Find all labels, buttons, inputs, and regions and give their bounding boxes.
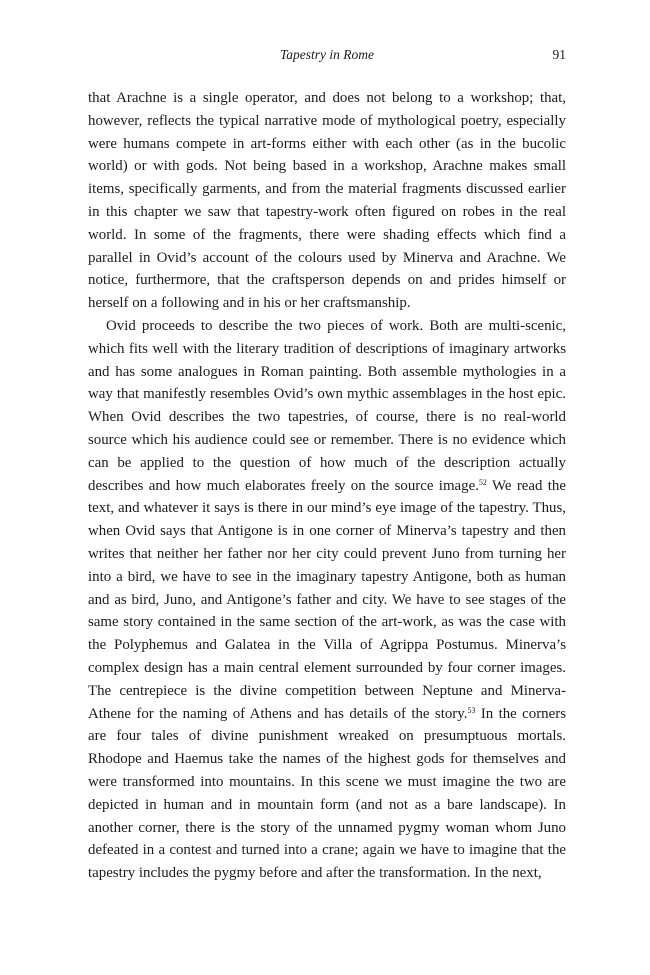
text-line: source which his audience could see or remember. There is no evidence which [88, 431, 566, 448]
text-line: text, and whatever it says is there in our mind’s eye image of the tapestry. Thus, [88, 500, 566, 517]
footnote-reference[interactable]: 53 [467, 705, 476, 715]
text-line: however, reflects the typical narrative mode of mythological poetry, especially [88, 112, 566, 129]
text-line: in this chapter we saw that tapestry-work often figured on robes in the real [88, 203, 566, 220]
text-line: Rhodope and Haemus take the names of the highest gods for themselves and [88, 751, 566, 768]
text-segment: Athene for the naming of Athens and has details of the story. [88, 705, 468, 722]
text-line: into a bird, we have to see in the imaginary tapestry Antigone, both as human [88, 568, 566, 585]
text-line: which fits well with the literary tradition of descriptions of imaginary artworks [88, 340, 566, 357]
page-number: 91 [552, 47, 566, 62]
text-line: were transformed into mountains. In this scene we must imagine the two are [88, 773, 566, 790]
running-title: Tapestry in Rome [280, 47, 374, 62]
text-line [88, 475, 566, 498]
text-line: were humans compete in art-forms either with each other (as in the bucolic [88, 135, 566, 152]
text-line: the Polyphemus and Galatea in the Villa of Agrippa Postumus. Minerva’s [88, 637, 566, 654]
text-line: way that manifestly resembles Ovid’s own mythic assemblages in the host epic. [88, 386, 566, 403]
text-line: and as bird, Juno, and Antigone’s father and city. We have to see stages of the [88, 591, 566, 608]
text-line: that Arachne is a single operator, and does not belong to a workshop; that, [88, 90, 566, 106]
text-line: herself on a following and in his or her craftsmanship. [88, 295, 411, 312]
footnote-reference[interactable]: 52 [478, 477, 487, 487]
text-segment: In the corners [475, 705, 566, 722]
text-line: depicted in human and in mountain form (and not as a bare landscape). In [88, 796, 566, 813]
text-line: writes that neither her father nor her city could prevent Juno from turning her [88, 545, 566, 562]
body-text [88, 87, 566, 885]
text-line: another corner, there is the story of the unnamed pygmy woman whom Juno [88, 819, 566, 836]
text-line [88, 703, 566, 726]
running-header [88, 44, 566, 66]
text-line: complex design has a main central element surrounded by four corner images. [88, 659, 566, 676]
text-line: are four tales of divine punishment wreaked on presumptuous mortals. [88, 728, 566, 745]
text-line: world) or with gods. Not being based in a workshop, Arachne makes small [88, 158, 566, 175]
text-line: and has some analogues in Roman painting. Both assemble mythologies in a [88, 363, 566, 380]
text-segment: describes and how much elaborates freely on the source image. [88, 477, 479, 494]
text-line: The centrepiece is the divine competition between Neptune and Minerva- [88, 682, 566, 699]
text-segment: We read the [486, 477, 566, 494]
text-line: can be applied to the question of how much of the description actually [88, 454, 566, 471]
text-line: tapestry includes the pygmy before and after the transformation. In the next, [88, 865, 542, 882]
text-line: Ovid proceeds to describe the two pieces of work. Both are multi-scenic, [106, 317, 566, 334]
text-line: when Ovid says that Antigone is in one corner of Minerva’s tapestry and then [88, 523, 566, 540]
paragraph-2 [88, 315, 566, 885]
text-line: When Ovid describes the two tapestries, of course, there is no real-world [88, 409, 566, 426]
text-line: parallel in Ovid’s account of the colours used by Minerva and Arachne. We [88, 249, 566, 266]
text-line: same story contained in the same section of the art-work, as was the case with [88, 614, 566, 631]
text-line: notice, furthermore, that the craftsperson depends on and prides himself or [88, 272, 566, 289]
text-line: items, specifically garments, and from the material fragments discussed earlier [88, 181, 566, 198]
paragraph-1 [88, 87, 566, 315]
text-line: world. In some of the fragments, there were shading effects which find a [88, 226, 566, 243]
text-line: defeated in a contest and turned into a crane; again we have to imagine that the [88, 842, 566, 859]
